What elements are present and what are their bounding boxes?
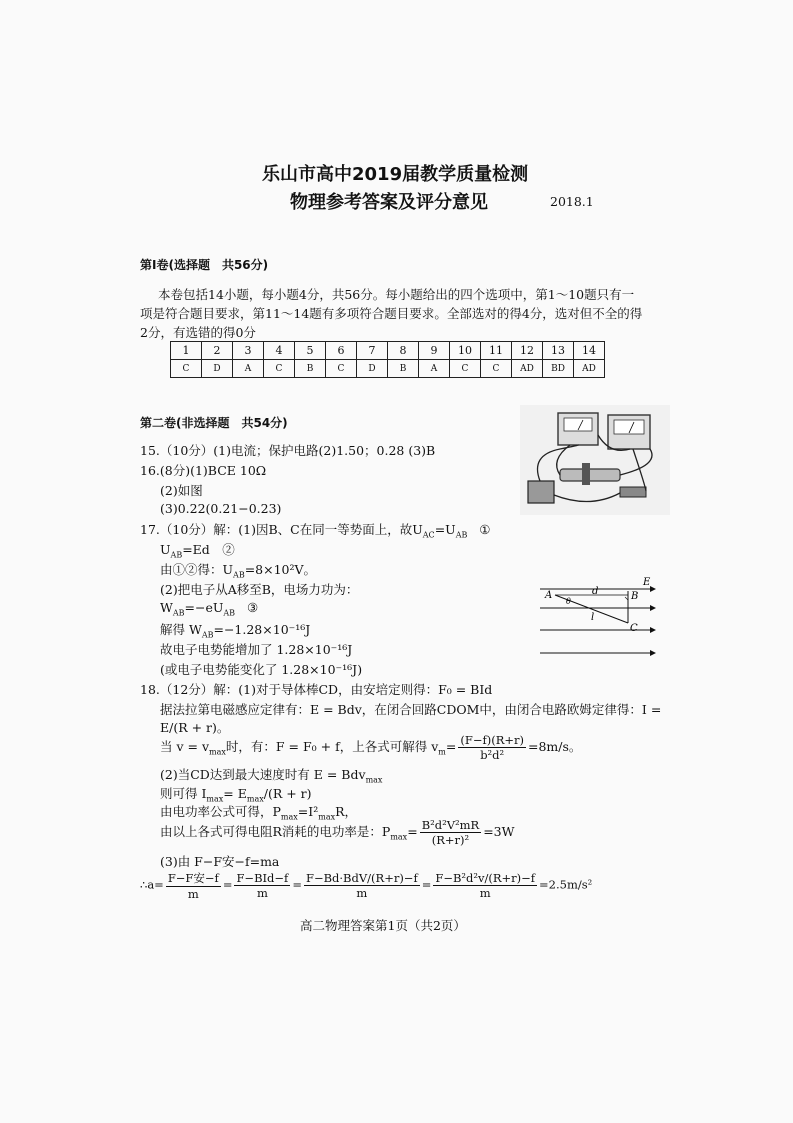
fraction xyxy=(234,871,290,900)
numerator: F−F安−f xyxy=(167,871,219,885)
subscript: AB xyxy=(455,530,468,540)
q17-line-6 xyxy=(160,620,310,640)
subscript: AB xyxy=(170,550,183,560)
qnum-cell: 3 xyxy=(233,342,264,360)
q18-line-6 xyxy=(160,784,312,804)
q18-line-2: 据法拉第电磁感应定律有：E = Bdv，在闭合回路CDOM中，由闭合电路欧姆定律得：I = xyxy=(160,702,662,717)
answer-cell: A xyxy=(419,360,450,378)
electric-field-diagram xyxy=(535,575,660,660)
equation-text: 当 v = v xyxy=(160,739,210,754)
answer-cell: BD xyxy=(543,360,574,378)
answer-cell: D xyxy=(202,360,233,378)
q18-line-3: E/(R + r)。 xyxy=(160,720,230,735)
subscript: max xyxy=(209,747,226,757)
switch-icon xyxy=(620,487,646,497)
q16-answer-1: 16.(8分)(1)BCE 10Ω xyxy=(140,463,267,478)
label-A: A xyxy=(545,590,553,601)
part1-intro-line-2: 项是符合题目要求，第11～14题有多项符合题目要求。全部选对的得4分，选对但不全的得 xyxy=(140,306,643,321)
answer-cell: AD xyxy=(574,360,605,378)
answer-cell: C xyxy=(481,360,512,378)
equation-text: 则可得 I xyxy=(160,786,207,801)
answer-cell: C xyxy=(450,360,481,378)
subscript: AB xyxy=(223,608,236,618)
q16-answer-3: (3)0.22(0.21−0.23) xyxy=(160,501,282,516)
numerator: B²d²V²mR xyxy=(421,818,480,832)
q18-line-8 xyxy=(160,818,514,847)
qnum-cell: 5 xyxy=(295,342,326,360)
question-number-row xyxy=(171,342,605,360)
q17-line-1-text: 17.（10分）解：(1)因B、C在同一等势面上，故U xyxy=(140,522,423,537)
fraction xyxy=(166,870,221,901)
answer-cell: B xyxy=(295,360,326,378)
equation-text: U xyxy=(160,542,171,557)
subscript: max xyxy=(206,794,224,804)
denominator: m xyxy=(356,886,368,900)
label-B: B xyxy=(631,591,639,602)
answer-cell: C xyxy=(326,360,357,378)
qnum-cell: 14 xyxy=(574,342,605,360)
equation-text: 解得 W xyxy=(160,622,202,637)
equation-text: 由电功率公式可得，P xyxy=(160,804,281,819)
battery-icon xyxy=(528,481,554,503)
qnum-cell: 10 xyxy=(450,342,481,360)
equation-text: =8×10²V。 xyxy=(244,562,317,577)
equation-text: =Ed ② xyxy=(182,542,235,557)
q18-line-4 xyxy=(160,733,581,762)
label-E: E xyxy=(643,577,651,588)
q17-line-7: 故电子电势能增加了 1.28×10⁻¹⁶J xyxy=(160,642,353,657)
qnum-cell: 11 xyxy=(481,342,512,360)
q16-answer-2: (2)如图 xyxy=(160,483,203,498)
equation-text: 由①②得：U xyxy=(160,562,234,577)
subscript: max xyxy=(280,812,298,822)
title-line-2: 物理参考答案及评分意见 xyxy=(290,192,488,213)
denominator: b²d² xyxy=(480,748,505,762)
part2-heading: 第二卷(非选择题 共54分) xyxy=(140,416,288,430)
equation-text: (2)当CD达到最大速度时有 E = Bdv xyxy=(160,767,366,782)
equation-text: =3W xyxy=(483,824,515,839)
subscript: max xyxy=(365,775,383,785)
equation-text: = xyxy=(407,824,418,839)
equation-text: =2.5m/s² xyxy=(539,877,593,892)
equation-text: = E xyxy=(223,786,247,801)
page-footer: 高二物理答案第1页（共2页） xyxy=(300,918,466,933)
numerator: (F−f)(R+r) xyxy=(460,733,524,747)
q18-line-9: (3)由 F−F安−f=ma xyxy=(160,854,280,869)
fraction xyxy=(420,818,482,847)
label-theta: θ xyxy=(566,597,571,606)
subscript: m xyxy=(438,747,446,757)
label-d: d xyxy=(592,586,599,597)
label-C: C xyxy=(630,623,638,634)
qnum-cell: 12 xyxy=(512,342,543,360)
equation-text: ∴a= xyxy=(140,877,164,892)
answer-cell: C xyxy=(264,360,295,378)
denominator: m xyxy=(187,887,199,901)
equation-text: =−1.28×10⁻¹⁶J xyxy=(213,622,311,637)
equation-text: =8m/s。 xyxy=(527,739,582,754)
denominator: m xyxy=(256,886,268,900)
equation-text: = xyxy=(445,739,457,754)
subscript: max xyxy=(246,794,264,804)
q17-line-8: (或电子电势能变化了 1.28×10⁻¹⁶J) xyxy=(160,662,363,677)
numerator: F−Bd·BdV/(R+r)−f xyxy=(305,871,418,885)
answer-cell: AD xyxy=(512,360,543,378)
qnum-cell: 9 xyxy=(419,342,450,360)
equation-text: =U xyxy=(434,522,456,537)
step-marker: ③ xyxy=(246,600,259,615)
part1-intro-line-1: 本卷包括14小题，每小题4分，共56分。每小题给出的四个选项中，第1～10题只有一 xyxy=(158,287,635,302)
q17-line-2 xyxy=(160,540,235,560)
answer-cell: B xyxy=(388,360,419,378)
q15-answer: 15.（10分）(1)电流；保护电路(2)1.50；0.28 (3)B xyxy=(140,443,436,458)
equation-text: 由以上各式可得电阻R消耗的电功率是：P xyxy=(160,824,391,839)
subscript: AC xyxy=(422,530,435,540)
qnum-cell: 2 xyxy=(202,342,233,360)
equation-text: W xyxy=(160,600,173,615)
q18-line-10: ∴a= $\frac{\text{F−F安−f}}{m}$ = $\frac{\text{F−BId−f}}{m}$ = $\frac{\text{F−Bd·BdV/(R+r)−f}}{m}$ = $\frac{\text{F−B²d²v/(R+r)−f}}{m}$ =2.5m/s² xyxy=(140,871,593,901)
q17-line-3 xyxy=(160,560,316,580)
part1-heading: 第Ⅰ卷(选择题 共56分) xyxy=(140,258,269,272)
subscript: max xyxy=(318,812,336,822)
answer-cell: D xyxy=(357,360,388,378)
denominator: m xyxy=(479,886,491,900)
equation-text: R， xyxy=(335,804,358,819)
circuit-illustration xyxy=(520,405,670,515)
fraction xyxy=(433,871,537,900)
subscript: AB xyxy=(201,630,214,640)
answer-cell: C xyxy=(171,360,202,378)
subscript: max xyxy=(390,832,408,842)
equation-text: /(R + r) xyxy=(263,786,312,801)
title-line-1: 乐山市高中2019届教学质量检测 xyxy=(262,164,529,185)
qnum-cell: 6 xyxy=(326,342,357,360)
numerator: F−BId−f xyxy=(236,871,289,885)
fraction xyxy=(458,733,526,762)
q18-line-1: 18.（12分）解：(1)对于导体棒CD，由安培定则得：F₀ = BId xyxy=(140,682,493,697)
equation-text: =−eU xyxy=(184,600,224,615)
equation-text: =I² xyxy=(297,804,319,819)
qnum-cell: 8 xyxy=(388,342,419,360)
answer-cell: A xyxy=(233,360,264,378)
answer-table xyxy=(170,341,605,378)
step-marker: ① xyxy=(479,522,491,537)
equation-text: 时，有：F = F₀ + f，上各式可解得 v xyxy=(225,739,439,754)
qnum-cell: 1 xyxy=(171,342,202,360)
q17-line-1 xyxy=(140,520,491,540)
fraction xyxy=(304,871,420,900)
denominator: (R+r)² xyxy=(431,833,470,847)
subscript: AB xyxy=(233,570,245,580)
label-l: l xyxy=(591,612,595,623)
part1-intro-line-3: 2分，有选错的得0分 xyxy=(140,325,256,340)
q18-line-5 xyxy=(160,765,382,785)
qnum-cell: 4 xyxy=(264,342,295,360)
qnum-cell: 7 xyxy=(357,342,388,360)
q17-line-4: (2)把电子从A移至B，电场力功为： xyxy=(160,582,359,597)
exam-date: 2018.1 xyxy=(550,194,594,209)
numerator: F−B²d²v/(R+r)−f xyxy=(435,871,536,885)
qnum-cell: 13 xyxy=(543,342,574,360)
answer-row xyxy=(171,360,605,378)
q17-line-5 xyxy=(160,600,258,618)
subscript: AB xyxy=(172,608,185,618)
